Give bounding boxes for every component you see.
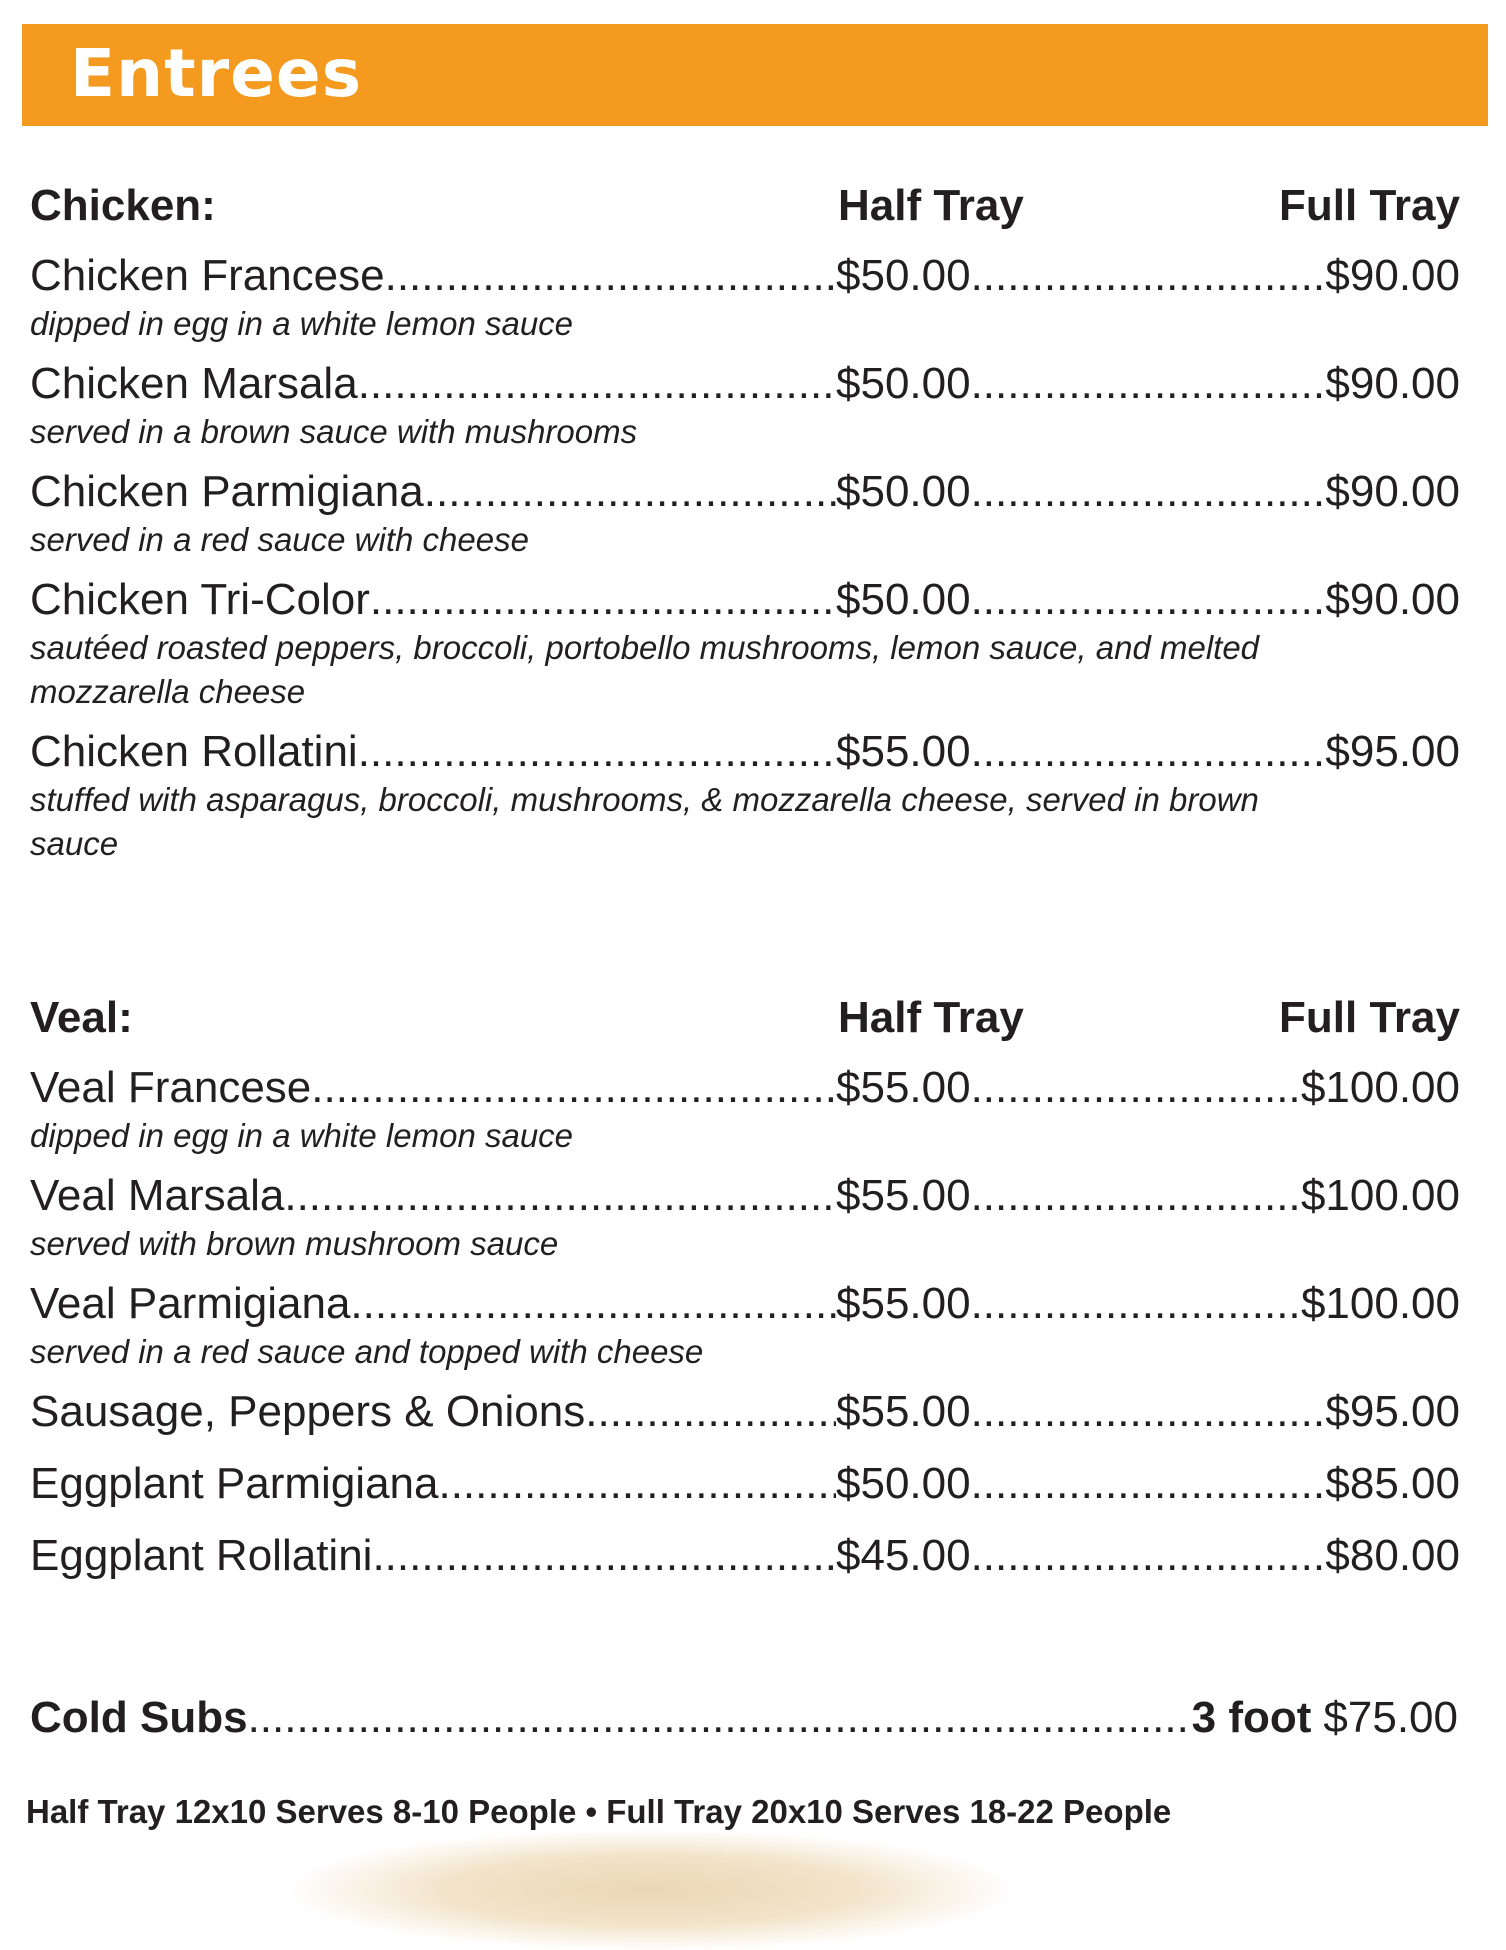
item-name: Chicken Parmigiana <box>30 467 424 516</box>
item-description: served with brown mushroom sauce <box>30 1225 559 1262</box>
item-name: Veal Francese <box>30 1063 312 1112</box>
veal-section <box>30 990 1460 1586</box>
item-name: Veal Parmigiana <box>30 1279 351 1328</box>
item-description: served in a red sauce with cheese <box>30 521 529 558</box>
dot-leader <box>971 462 1326 522</box>
cold-subs-row <box>30 1688 1458 1748</box>
dot-leader <box>971 1454 1326 1514</box>
dot-leader <box>971 1058 1301 1118</box>
veal-header <box>30 990 1460 1050</box>
cold-subs-size: 3 foot <box>1191 1693 1312 1742</box>
menu-item <box>30 462 1460 562</box>
half-tray-price: $55.00 <box>836 727 971 776</box>
half-tray-price: $55.00 <box>836 1387 971 1436</box>
menu-item <box>30 1274 1460 1374</box>
item-name: Chicken Rollatini <box>30 727 358 776</box>
half-tray-price: $50.00 <box>836 359 971 408</box>
item-name: Eggplant Rollatini <box>30 1531 373 1580</box>
dot-leader <box>971 1526 1326 1586</box>
menu-item <box>30 1166 1460 1266</box>
full-tray-price: $90.00 <box>1325 467 1460 516</box>
item-description: sautéed roasted peppers, broccoli, portobello mushrooms, lemon sauce, and melted mozzarella cheese <box>30 629 1260 710</box>
item-name: Eggplant Parmigiana <box>30 1459 439 1508</box>
dot-leader <box>284 1166 836 1226</box>
dot-leader <box>311 1058 836 1118</box>
section-title: Chicken: <box>30 181 216 230</box>
dot-leader <box>971 1382 1326 1442</box>
item-name: Veal Marsala <box>30 1171 285 1220</box>
half-tray-price: $45.00 <box>836 1531 971 1580</box>
dot-leader <box>971 1166 1301 1226</box>
full-tray-price: $100.00 <box>1300 1171 1460 1220</box>
section-title: Veal: <box>30 993 133 1042</box>
full-tray-price: $85.00 <box>1325 1459 1460 1508</box>
dot-leader <box>358 354 836 414</box>
menu-item <box>30 1454 1460 1514</box>
half-tray-header: Half Tray <box>838 181 1024 230</box>
dot-leader <box>971 722 1326 782</box>
full-tray-price: $90.00 <box>1325 359 1460 408</box>
half-tray-price: $50.00 <box>836 251 971 300</box>
item-name: Chicken Tri-Color <box>30 575 370 624</box>
full-tray-header: Full Tray <box>1279 181 1460 230</box>
dot-leader <box>350 1274 836 1334</box>
dot-leader <box>971 246 1326 306</box>
full-tray-price: $90.00 <box>1325 575 1460 624</box>
dot-leader <box>372 1526 836 1586</box>
half-tray-price: $50.00 <box>836 1459 971 1508</box>
half-tray-price: $50.00 <box>836 467 971 516</box>
menu-item <box>30 246 1460 346</box>
item-description: dipped in egg in a white lemon sauce <box>30 1117 574 1154</box>
dot-leader <box>585 1382 836 1442</box>
tray-size-note: Half Tray 12x10 Serves 8-10 People • Full Tray 20x10 Serves 18-22 People <box>26 1793 1172 1830</box>
item-description: dipped in egg in a white lemon sauce <box>30 305 574 342</box>
chicken-section <box>30 178 1460 866</box>
cold-subs-price: $75.00 <box>1323 1693 1458 1742</box>
menu-item <box>30 722 1460 866</box>
half-tray-price: $55.00 <box>836 1171 971 1220</box>
dot-leader <box>370 570 836 630</box>
page-title: Entrees <box>70 35 362 112</box>
half-tray-header: Half Tray <box>838 993 1024 1042</box>
menu-item <box>30 570 1460 714</box>
entrees-banner <box>22 24 1488 126</box>
menu-item <box>30 1382 1460 1442</box>
menu-item <box>30 1526 1460 1586</box>
full-tray-price: $100.00 <box>1300 1063 1460 1112</box>
item-name: Chicken Francese <box>30 251 385 300</box>
half-tray-price: $55.00 <box>836 1063 971 1112</box>
dot-leader <box>358 722 836 782</box>
dot-leader <box>248 1688 1192 1748</box>
bread-image <box>290 1830 1010 1950</box>
dot-leader <box>971 570 1326 630</box>
full-tray-header: Full Tray <box>1279 993 1460 1042</box>
dot-leader <box>971 354 1326 414</box>
dot-leader <box>438 1454 836 1514</box>
half-tray-price: $50.00 <box>836 575 971 624</box>
menu-item <box>30 354 1460 454</box>
full-tray-price: $95.00 <box>1325 1387 1460 1436</box>
half-tray-price: $55.00 <box>836 1279 971 1328</box>
item-description: stuffed with asparagus, broccoli, mushrooms, & mozzarella cheese, served in brown sauce <box>30 781 1259 862</box>
full-tray-price: $80.00 <box>1325 1531 1460 1580</box>
full-tray-price: $100.00 <box>1300 1279 1460 1328</box>
item-description: served in a brown sauce with mushrooms <box>30 413 638 450</box>
item-description: served in a red sauce and topped with cheese <box>30 1333 704 1370</box>
full-tray-price: $95.00 <box>1325 727 1460 776</box>
chicken-header <box>30 178 1460 238</box>
dot-leader <box>971 1274 1301 1334</box>
menu-item <box>30 1058 1460 1158</box>
dot-leader <box>385 246 836 306</box>
item-name: Chicken Marsala <box>30 359 358 408</box>
full-tray-price: $90.00 <box>1325 251 1460 300</box>
dot-leader <box>424 462 836 522</box>
cold-subs-name: Cold Subs <box>30 1693 248 1742</box>
item-name: Sausage, Peppers & Onions <box>30 1387 586 1436</box>
